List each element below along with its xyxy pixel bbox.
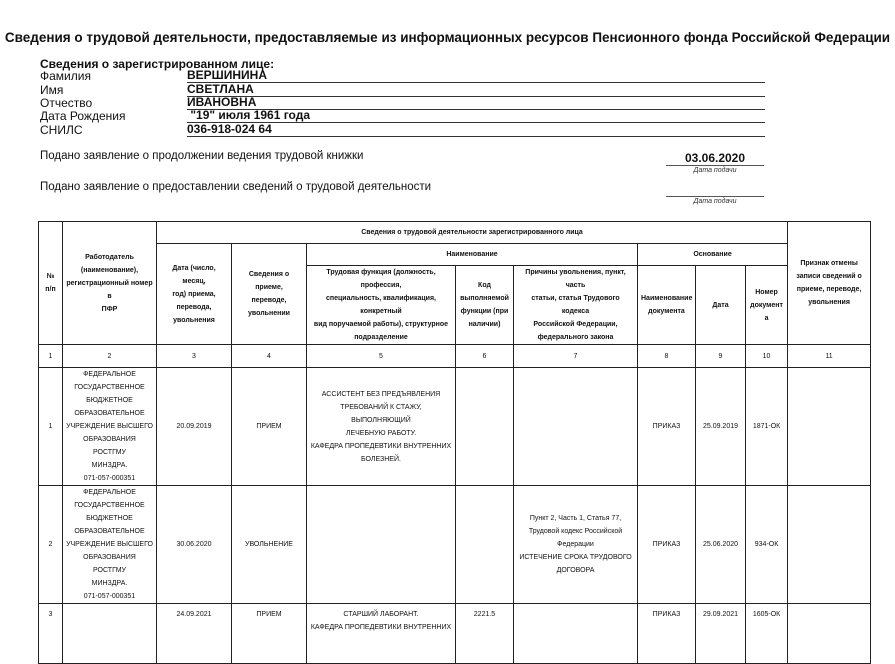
table-cell: 3 bbox=[39, 604, 63, 664]
table-cell bbox=[456, 368, 514, 486]
column-number: 10 bbox=[746, 345, 788, 368]
snils-label: СНИЛС bbox=[40, 123, 83, 137]
header-doc-number: Номер документ а bbox=[746, 266, 788, 345]
table-cell: 1605-ОК bbox=[746, 604, 788, 664]
person-section-title: Сведения о зарегистрированном лице: bbox=[40, 57, 275, 71]
column-number: 9 bbox=[696, 345, 746, 368]
table-cell: 30.06.2020 bbox=[157, 486, 232, 604]
header-info: Сведения о приеме, переводе, увольнении bbox=[232, 244, 307, 345]
table-cell: 25.06.2020 bbox=[696, 486, 746, 604]
surname-label: Фамилия bbox=[40, 69, 91, 83]
table-cell: 29.09.2021 bbox=[696, 604, 746, 664]
column-number: 6 bbox=[456, 345, 514, 368]
statement-continue-date-caption: Дата подачи bbox=[693, 167, 737, 174]
column-number: 3 bbox=[157, 345, 232, 368]
header-name-group: Наименование bbox=[307, 244, 638, 266]
table-cell bbox=[456, 486, 514, 604]
table-cell: ПРИКАЗ bbox=[638, 604, 696, 664]
birthdate-label: Дата Рождения bbox=[40, 109, 126, 123]
header-function: Трудовая функция (должность, профессия, специальность, квалификация, конкретный вид поручаемой работы), структурное подразделение bbox=[307, 266, 456, 345]
table-cell bbox=[514, 368, 638, 486]
header-doc-name: Наименование документа bbox=[638, 266, 696, 345]
table-cell: ПРИЕМ bbox=[232, 604, 307, 664]
table-cell: ПРИКАЗ bbox=[638, 486, 696, 604]
header-cancel-flag: Признак отмены записи сведений о приеме, переводе, увольнения bbox=[788, 222, 871, 345]
surname-value: ВЕРШИНИНА bbox=[187, 69, 765, 83]
table-cell: 1871-ОК bbox=[746, 368, 788, 486]
column-number: 4 bbox=[232, 345, 307, 368]
snils-value: 036-918-024 64 bbox=[187, 123, 765, 137]
column-number: 1 bbox=[39, 345, 63, 368]
table-row bbox=[39, 368, 871, 486]
table-cell: 1 bbox=[39, 368, 63, 486]
name-label: Имя bbox=[40, 83, 64, 97]
table-cell: Пункт 2, Часть 1, Статья 77, Трудовой кодекс Российской Федерации ИСТЕЧЕНИЕ СРОКА ТРУДОВОГО ДОГОВОРА bbox=[514, 486, 638, 604]
statement-continue-date: 03.06.2020 bbox=[666, 151, 764, 166]
column-numbers-row bbox=[39, 345, 871, 368]
table-cell: ПРИКАЗ bbox=[638, 368, 696, 486]
header-date: Дата (число, месяц, год) приема, перевода, увольнения bbox=[157, 244, 232, 345]
table-cell: 2221.5 bbox=[456, 604, 514, 664]
table-cell: ФЕДЕРАЛЬНОЕ ГОСУДАРСТВЕННОЕ БЮДЖЕТНОЕ ОБРАЗОВАТЕЛЬНОЕ УЧРЕЖДЕНИЕ ВЫСШЕГО ОБРАЗОВАНИЯ РОСТГМУ МИНЗДРА. 071-057-000351 bbox=[63, 486, 157, 604]
table-cell: 20.09.2019 bbox=[157, 368, 232, 486]
patronymic-value: ИВАНОВНА bbox=[187, 96, 765, 110]
header-doc-date: Дата bbox=[696, 266, 746, 345]
column-number: 8 bbox=[638, 345, 696, 368]
name-value: СВЕТЛАНА bbox=[187, 83, 765, 97]
table-cell bbox=[788, 368, 871, 486]
table-cell: 24.09.2021 bbox=[157, 604, 232, 664]
statement-provide-date bbox=[666, 182, 764, 197]
table-cell: 2 bbox=[39, 486, 63, 604]
statement-continue-workbook: Подано заявление о продолжении ведения трудовой книжки bbox=[40, 150, 364, 162]
column-number: 5 bbox=[307, 345, 456, 368]
table-cell bbox=[788, 486, 871, 604]
page-title: Сведения о трудовой деятельности, предоставляемые из информационных ресурсов Пенсионного фонда Российской Федерации bbox=[4, 30, 891, 45]
column-number: 7 bbox=[514, 345, 638, 368]
table-cell: ФЕДЕРАЛЬНОЕ ГОСУДАРСТВЕННОЕ БЮДЖЕТНОЕ ОБРАЗОВАТЕЛЬНОЕ УЧРЕЖДЕНИЕ ВЫСШЕГО ОБРАЗОВАНИЯ РОСТГМУ МИНЗДРА. 071-057-000351 bbox=[63, 368, 157, 486]
table-cell: 25.09.2019 bbox=[696, 368, 746, 486]
table-cell: ПРИЕМ bbox=[232, 368, 307, 486]
header-employer: Работодатель (наименование), регистрационный номер в ПФР bbox=[63, 222, 157, 345]
patronymic-label: Отчество bbox=[40, 96, 93, 110]
header-code: Код выполняемой функции (при наличии) bbox=[456, 266, 514, 345]
statement-provide-info: Подано заявление о предоставлении сведений о трудовой деятельности bbox=[40, 181, 432, 193]
column-number: 2 bbox=[63, 345, 157, 368]
table-cell: СТАРШИЙ ЛАБОРАНТ. КАФЕДРА ПРОПЕДЕВТИКИ ВНУТРЕННИХ bbox=[307, 604, 456, 664]
birthdate-value: "19" июля 1961 года bbox=[187, 109, 765, 123]
table-cell bbox=[307, 486, 456, 604]
header-number: № п/п bbox=[39, 222, 63, 345]
column-number: 11 bbox=[788, 345, 871, 368]
table-cell: УВОЛЬНЕНИЕ bbox=[232, 486, 307, 604]
header-activity-group: Сведения о трудовой деятельности зарегистрированного лица bbox=[157, 222, 788, 244]
work-history-table bbox=[38, 221, 871, 664]
table-cell: 934-ОК bbox=[746, 486, 788, 604]
table-cell: АССИСТЕНТ БЕЗ ПРЕДЪЯВЛЕНИЯ ТРЕБОВАНИЙ К СТАЖУ, ВЫПОЛНЯЮЩИЙ ЛЕЧЕБНУЮ РАБОТУ. КАФЕДРА ПРОПЕДЕВТИКИ ВНУТРЕННИХ БОЛЕЗНЕЙ. bbox=[307, 368, 456, 486]
table-row bbox=[39, 486, 871, 604]
header-reason: Причины увольнения, пункт, часть статьи, статья Трудового кодекса Российской Федерации, федерального закона bbox=[514, 266, 638, 345]
header-basis-group: Основание bbox=[638, 244, 788, 266]
statement-provide-date-caption: Дата подачи bbox=[693, 198, 737, 205]
